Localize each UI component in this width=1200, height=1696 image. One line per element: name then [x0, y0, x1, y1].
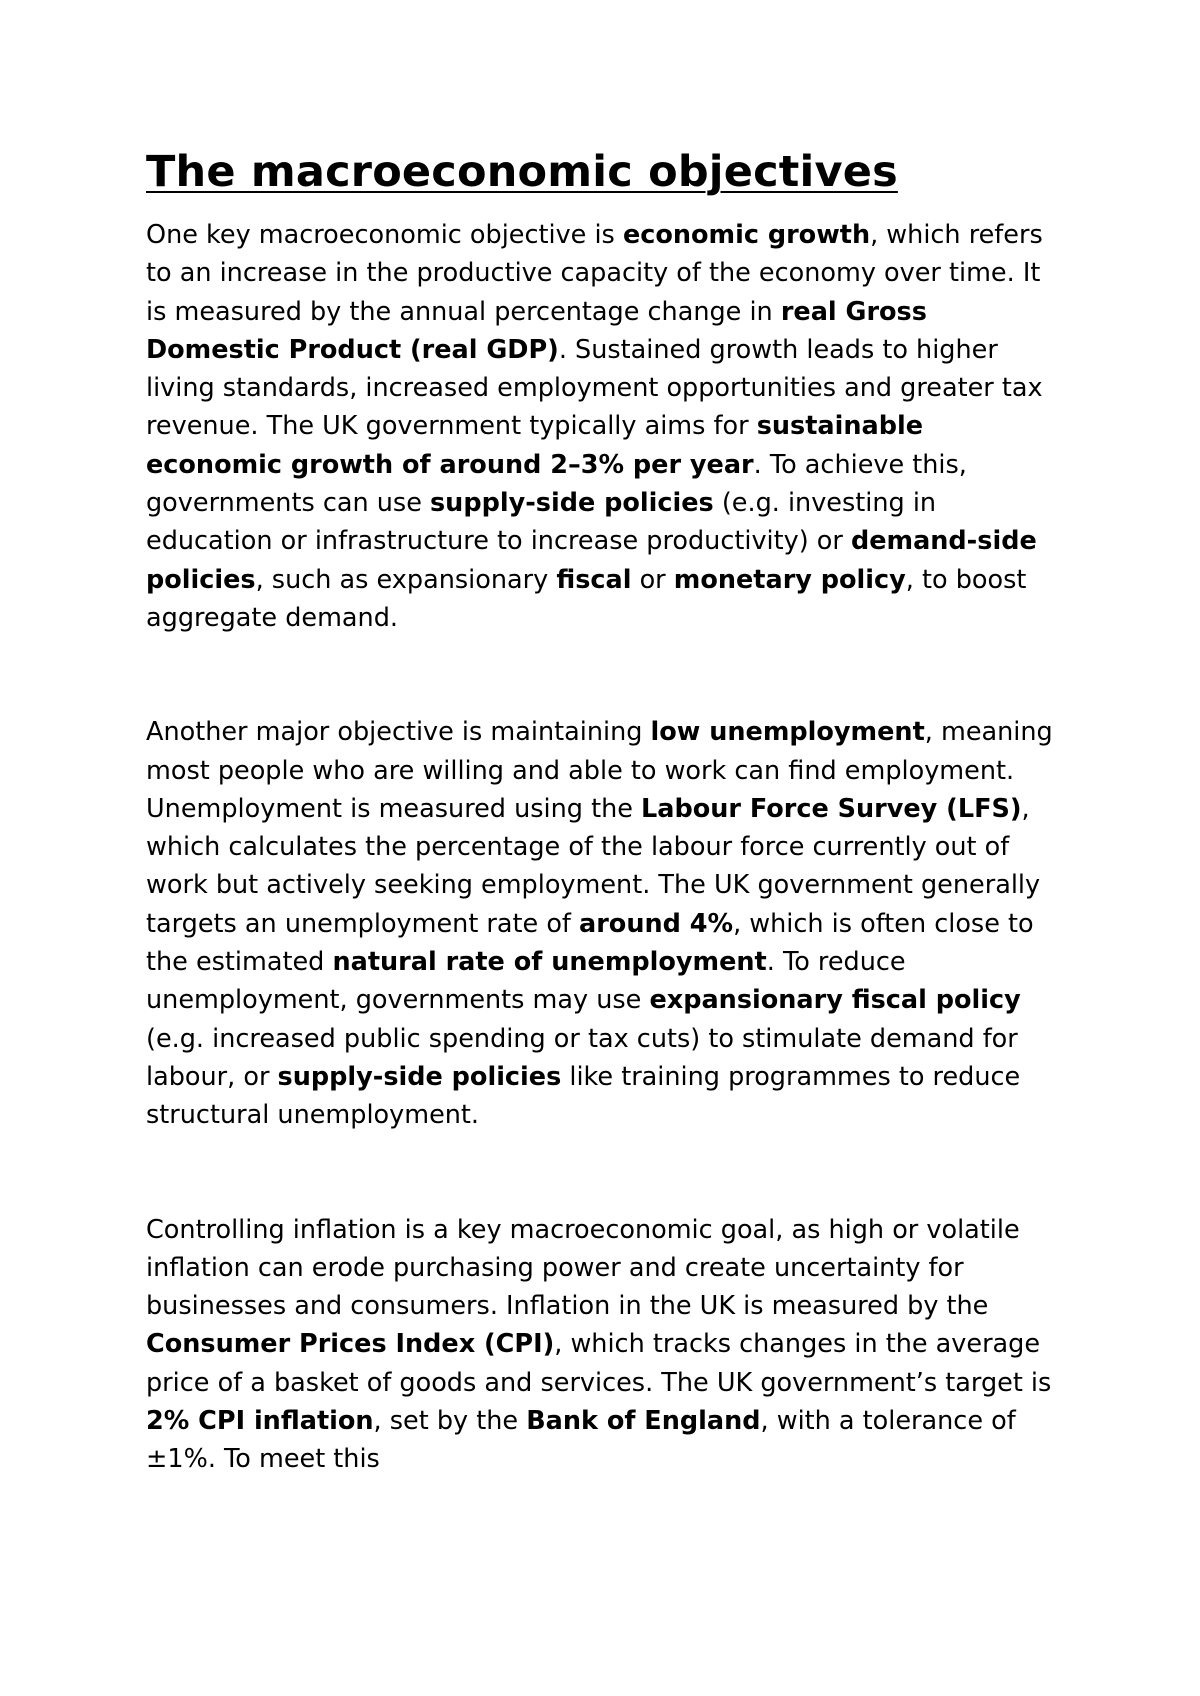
text-run: , which refers to an increase in the productive capacity of the economy over time. It is measured by the annual percentage change in [146, 220, 1043, 327]
bold-term: supply-side policies [430, 488, 714, 519]
bold-term: Consumer Prices Index (CPI) [146, 1329, 555, 1360]
bold-term: economic growth [622, 220, 871, 250]
text-run: like training programmes to reduce structural unemployment. [146, 1061, 1021, 1131]
text-run: , which tracks changes in the average price of a basket of goods and services. The UK government’s target is [146, 1329, 1052, 1398]
bold-term: 2% CPI inflation [146, 1406, 374, 1437]
bold-term: real Gross Domestic Product (real GDP) [146, 296, 927, 365]
text-run: , which is often close to the estimated [146, 908, 1034, 978]
paragraph-spacer [146, 1135, 1066, 1211]
text-run: (e.g. increased public spending or tax cuts) to stimulate demand for labour, or [146, 1023, 1018, 1092]
text-run: . Sustained growth leads to higher living standards, increased employment opportunities and greater tax revenue. The UK government typically aims for [146, 334, 1043, 442]
text-run: , with a tolerance of ±1%. To meet this [146, 1406, 1016, 1475]
paragraph-inflation [146, 1211, 1066, 1479]
bold-term: demand-side policies [146, 526, 1037, 595]
bold-term: fiscal [556, 564, 632, 595]
bold-term: Labour Force Survey (LFS) [641, 793, 1022, 824]
paragraph-spacer [146, 637, 1066, 713]
text-run: One key macroeconomic objective is [146, 220, 623, 250]
text-run: or [631, 564, 674, 595]
text-run: Another major objective is maintaining [146, 717, 651, 748]
text-run: . To reduce unemployment, governments may use [146, 947, 906, 1016]
text-run: Controlling inflation is a key macroeconomic goal, as high or volatile inflation can erode purchasing power and create uncertainty for businesses and consumers. Inflation in the UK is measured by the [146, 1214, 1020, 1322]
bold-term: sustainable economic growth of around 2–3% per year [146, 411, 923, 480]
bold-term: expansionary fiscal policy [649, 985, 1021, 1016]
bold-term: monetary policy [673, 564, 906, 595]
bold-term: Bank of England [526, 1406, 761, 1437]
text-run: . To achieve this, governments can use [146, 449, 967, 519]
bold-term: natural rate of unemployment [332, 947, 767, 978]
bold-term: supply-side policies [277, 1061, 562, 1092]
text-run: , set by the [373, 1406, 527, 1437]
text-run: (e.g. investing in education or infrastructure to increase productivity) or [146, 488, 937, 557]
document-content [146, 146, 1066, 1479]
bold-term: low unemployment [650, 717, 925, 748]
text-run: , which calculates the percentage of the labour force currently out of work but actively seeking employment. The UK government generally targets an unemployment rate of [146, 793, 1041, 939]
bold-term: around 4% [579, 908, 734, 939]
text-run: , to boost aggregate demand. [146, 564, 1027, 633]
text-run: , such as expansionary [255, 564, 557, 595]
document-title: The macroeconomic objectives [146, 147, 898, 197]
text-run: , meaning most people who are willing and able to work can find employment. Unemployment is measured using the [146, 717, 1053, 824]
paragraph-economic-growth [146, 216, 1066, 637]
paragraph-unemployment [146, 713, 1066, 1134]
